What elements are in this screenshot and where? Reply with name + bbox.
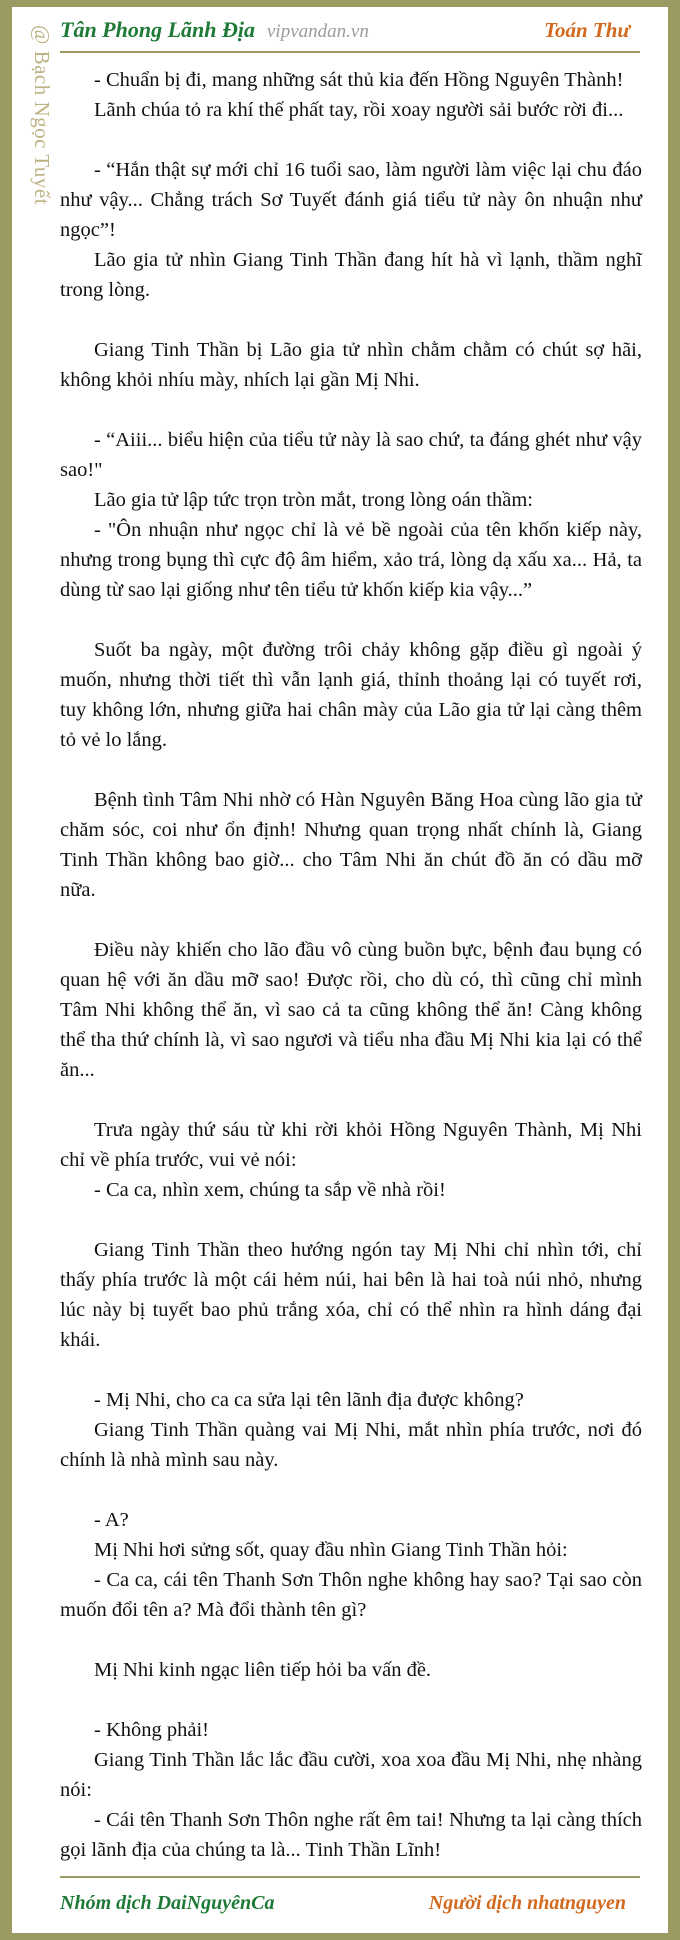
paragraph: Mị Nhi hơi sửng sốt, quay đầu nhìn Giang Tinh Thần hỏi: [94, 1539, 568, 1561]
paragraph: Suốt ba ngày, một đường trôi chảy không gặp điều gì ngoài ý muốn, nhưng thời tiết thì vẫn lạnh giá, thỉnh thoảng lại có tuyết rơi, tuy không lớn, nhưng giữa hai chân mày của Lão gia tử lại càng thêm tỏ vẻ lo lắng. [60, 639, 642, 751]
paragraph: - Mị Nhi, cho ca ca sửa lại tên lãnh địa được không? [94, 1389, 524, 1411]
paragraph: Bệnh tình Tâm Nhi nhờ có Hàn Nguyên Băng Hoa cùng lão gia tử chăm sóc, coi như ổn định! Nhưng quan trọng nhất chính là, Giang Tinh Thần không bao giờ... cho Tâm Nhi ăn chút đồ ăn có dầu mỡ nữa. [60, 789, 642, 901]
paragraph: - "Ôn nhuận như ngọc chỉ là vẻ bề ngoài của tên khốn kiếp này, nhưng trong bụng thì cực độ âm hiểm, xảo trá, lòng dạ xấu xa... Hả, ta dùng từ sao lại giống như tên tiểu tử khốn kiếp kia vậy...” [60, 519, 642, 601]
header-divider [60, 51, 640, 53]
paragraph: - A? [94, 1509, 129, 1531]
footer-divider [60, 1876, 640, 1878]
paragraph: - Cái tên Thanh Sơn Thôn nghe rất êm tai! Nhưng ta lại càng thích gọi lãnh địa của chúng ta là... Tinh Thần Lĩnh! [60, 1809, 642, 1861]
translation-group-label: Nhóm dịch DaiNguyênCa [60, 1891, 275, 1914]
paragraph: Mị Nhi kinh ngạc liên tiếp hỏi ba vấn đề. [94, 1659, 432, 1681]
chapter-label: Toán Thư [544, 18, 630, 42]
paragraph: Lão gia tử lập tức trọn tròn mắt, trong lòng oán thầm: [94, 489, 533, 511]
paragraph: Giang Tinh Thần quàng vai Mị Nhi, mắt nhìn phía trước, nơi đó chính là nhà mình sau này. [60, 1419, 642, 1471]
site-title: Tân Phong Lãnh Địa [60, 17, 255, 42]
paragraph: - Chuẩn bị đi, mang những sát thủ kia đến Hồng Nguyên Thành! [94, 69, 624, 91]
chapter-body [60, 65, 642, 1861]
paragraph: Giang Tinh Thần bị Lão gia tử nhìn chằm chằm có chút sợ hãi, không khỏi nhíu mày, nhích lại gần Mị Nhi. [60, 339, 642, 391]
page-footer [60, 1885, 640, 1921]
paragraph: Điều này khiến cho lão đầu vô cùng buồn bực, bệnh đau bụng có quan hệ với ăn dầu mỡ sao! Được rồi, cho dù có, thì cũng chỉ mình Tâm Nhi không thể ăn, vì sao cả ta cũng không thể ăn! Càng không thể tha thứ chính là, vì sao ngươi và tiểu nha đầu Mị Nhi kia lại có thể ăn... [60, 939, 642, 1081]
paragraph: - Ca ca, nhìn xem, chúng ta sắp về nhà rồi! [94, 1179, 446, 1201]
paragraph: Lão gia tử nhìn Giang Tinh Thần đang hít hà vì lạnh, thầm nghĩ trong lòng. [60, 249, 642, 301]
paragraph: - “Hắn thật sự mới chỉ 16 tuổi sao, làm người làm việc lại chu đáo như vậy... Chẳng trách Sơ Tuyết đánh giá tiểu tử này ôn nhuận như ngọc”! [60, 159, 642, 241]
header-row [60, 17, 640, 51]
paragraph: - Không phải! [94, 1719, 210, 1741]
site-url[interactable]: vipvandan.vn [267, 21, 369, 42]
paragraph: Lãnh chúa tỏ ra khí thế phất tay, rồi xoay người sải bước rời đi... [94, 99, 624, 121]
paragraph: Trưa ngày thứ sáu từ khi rời khỏi Hồng Nguyên Thành, Mị Nhi chỉ về phía trước, vui vẻ nói: [60, 1119, 642, 1171]
watermark-text: @ Bạch Ngọc Tuyết [30, 25, 54, 206]
paragraph: - “Aiii... biểu hiện của tiểu tử này là sao chứ, ta đáng ghét như vậy sao!" [60, 429, 642, 481]
translator-label: Người dịch nhatnguyen [428, 1891, 626, 1914]
paragraph: - Ca ca, cái tên Thanh Sơn Thôn nghe không hay sao? Tại sao còn muốn đổi tên a? Mà đổi thành tên gì? [60, 1569, 642, 1621]
paragraph: Giang Tinh Thần theo hướng ngón tay Mị Nhi chỉ nhìn tới, chỉ thấy phía trước là một cái hẻm núi, hai bên là hai toà núi nhỏ, nhưng lúc này bị tuyết bao phủ trắng xóa, chỉ có thể nhìn ra hình dáng đại khái. [60, 1239, 642, 1351]
paragraph: Giang Tinh Thần lắc lắc đầu cười, xoa xoa đầu Mị Nhi, nhẹ nhàng nói: [60, 1749, 642, 1801]
